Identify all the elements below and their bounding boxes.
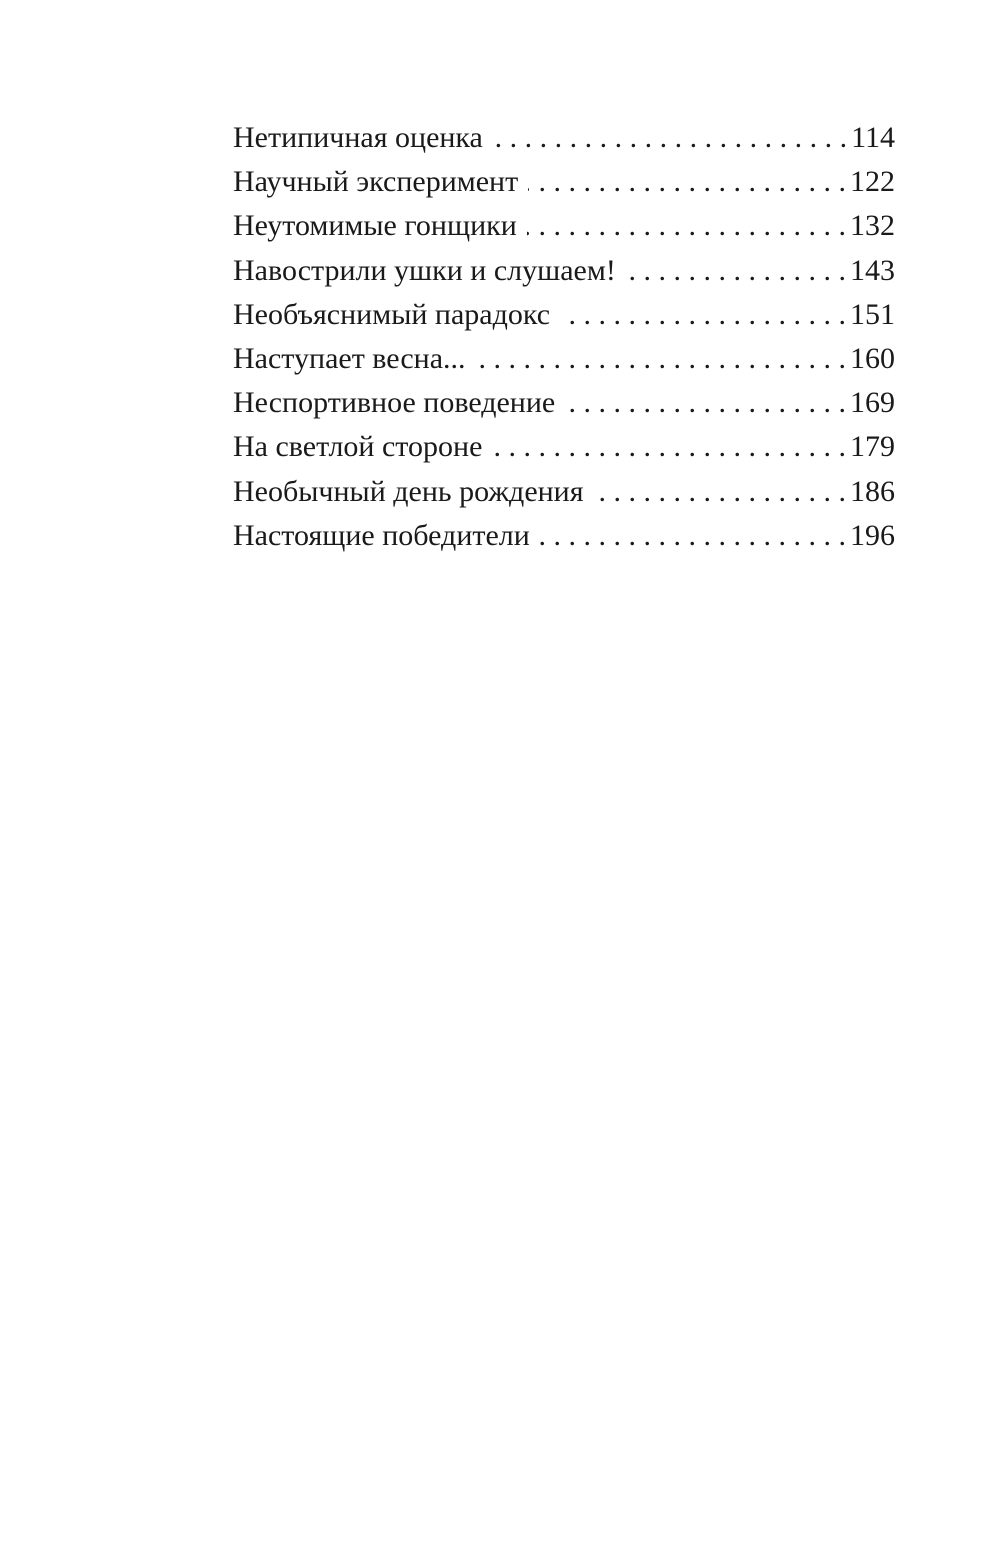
toc-entry-page: 186 xyxy=(850,474,895,508)
toc-entry-title: Необъяснимый парадокс xyxy=(233,297,551,331)
toc-entry-page: 160 xyxy=(850,341,895,375)
toc-entry-page: 122 xyxy=(850,165,895,199)
toc-entry[interactable] xyxy=(233,116,895,160)
toc-entry-page: 114 xyxy=(851,121,895,154)
toc-dot-leader xyxy=(565,381,846,425)
toc-entry[interactable] xyxy=(233,425,895,469)
toc-entry-title: Неспортивное поведение xyxy=(233,386,556,420)
toc-dot-leader xyxy=(493,116,847,160)
toc-entry-page: 179 xyxy=(850,430,895,464)
toc-entry-page: 151 xyxy=(850,297,895,331)
toc-dot-leader xyxy=(476,337,846,381)
toc-entry-page: 196 xyxy=(850,518,895,552)
toc-dot-leader xyxy=(527,204,846,248)
toc-dot-leader xyxy=(540,514,846,558)
toc-entry-title: На светлой стороне xyxy=(233,430,483,464)
toc-entry-title: Навострили ушки и слушаем! xyxy=(233,253,616,287)
toc-entry[interactable] xyxy=(233,514,895,558)
toc-dot-leader xyxy=(560,293,846,337)
toc-entry-title: Необычный день рождения xyxy=(233,474,584,508)
toc-dot-leader xyxy=(492,425,846,469)
toc-entry-title: Научный эксперимент xyxy=(233,165,519,199)
toc-entry[interactable] xyxy=(233,381,895,425)
toc-entry-title: Неутомимые гонщики xyxy=(233,209,517,243)
toc-entry-page: 169 xyxy=(850,386,895,420)
toc-entry[interactable] xyxy=(233,337,895,381)
toc-entry[interactable] xyxy=(233,249,895,293)
toc-entry[interactable] xyxy=(233,470,895,514)
toc-entry[interactable] xyxy=(233,204,895,248)
toc-entry[interactable] xyxy=(233,160,895,204)
toc-entry-page: 132 xyxy=(850,209,895,243)
toc-dot-leader xyxy=(528,160,846,204)
toc-entry-page: 143 xyxy=(850,253,895,287)
toc-entry-title: Нетипичная оценка xyxy=(233,121,483,154)
toc-entry-title: Наступает весна... xyxy=(233,341,466,375)
toc-dot-leader xyxy=(594,470,846,514)
toc-entry-title: Настоящие победители xyxy=(233,518,530,552)
table-of-contents xyxy=(233,116,895,558)
toc-dot-leader xyxy=(626,249,846,293)
toc-entry[interactable] xyxy=(233,293,895,337)
